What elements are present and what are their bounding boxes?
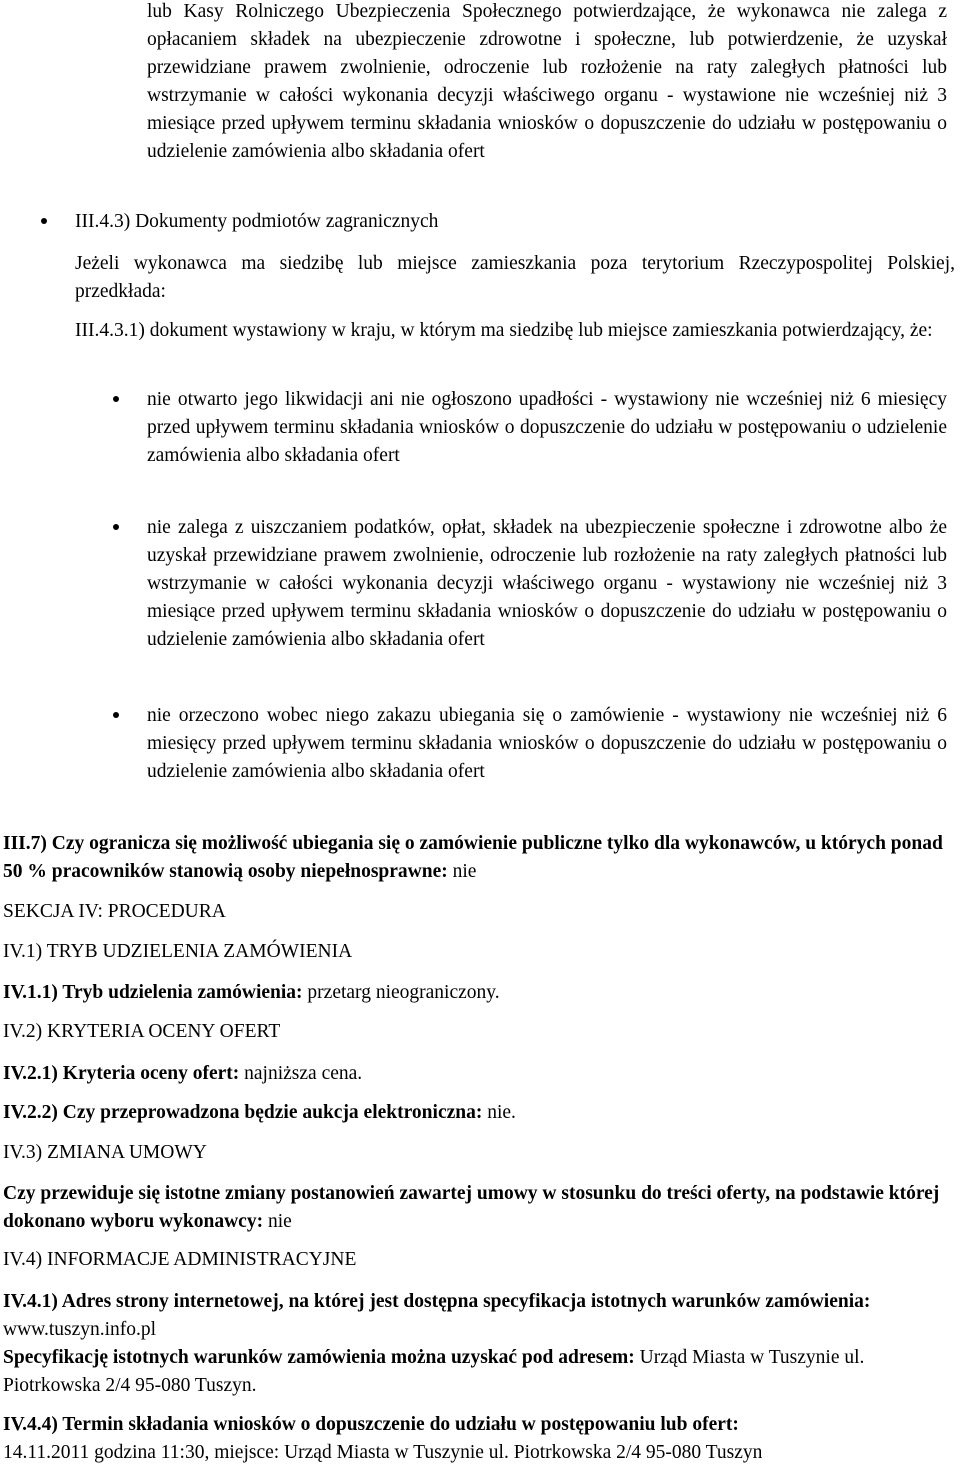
section-heading-iv-4: IV.4) INFORMACJE ADMINISTRACYJNE [3,1249,357,1270]
section-heading-iv-3: IV.3) ZMIANA UMOWY [3,1142,207,1163]
question-label: III.7) Czy ogranicza się możliwość ubiegania się o zamówienie publiczne tylko dla wykonawców, u których ponad 50 % pracowników stanowią osoby niepełnosprawne: [3,833,943,882]
field-iv-1-1 [3,979,953,1007]
bullet-marker [41,218,47,224]
bullet-marker [113,524,119,530]
field-label: IV.1.1) Tryb udzielenia zamówienia: [3,982,303,1003]
field-value: Urząd Miasta w Tuszynie ul. Piotrkowska 2/4 95-080 Tuszyn. [3,1347,865,1396]
field-iv-2-1 [3,1060,953,1088]
question-iii-7 [3,830,953,886]
field-label: IV.2.2) Czy przeprowadzona będzie aukcja elektroniczna: [3,1102,483,1123]
section-heading-iii-4-3: III.4.3) Dokumenty podmiotów zagranicznych [75,211,439,232]
field-value: nie. [482,1102,516,1123]
question-iv-3 [3,1180,958,1236]
field-iv-2-2 [3,1099,953,1127]
continuation-paragraph: lub Kasy Rolniczego Ubezpieczenia Społecznego potwierdzające, że wykonawca nie zalega z opłacaniem składek na ubezpieczenie zdrowotne i społeczne, lub potwierdzenie, że uzyskał przewidziane prawem zwolnienie, odroczenie lub rozłożenie na raty zaległych płatności lub wstrzymanie w całości wykonania decyzji właściwego organu - wystawione nie wcześniej niż 3 miesiące przed upływem terminu składania wniosków o dopuszczenie do udziału w postępowaniu o udzielenie zamówienia albo składania ofert [147,1,947,162]
field-iv-4-4 [3,1411,958,1467]
field-value: przetarg nieograniczony. [302,982,500,1003]
question-answer: nie [447,861,477,882]
field-label: Specyfikację istotnych warunków zamówienia można uzyskać pod adresem: [3,1347,635,1368]
section-heading-iv-2: IV.2) KRYTERIA OCENY OFERT [3,1021,281,1042]
field-value: 14.11.2011 godzina 11:30, miejsce: Urząd Miasta w Tuszynie ul. Piotrkowska 2/4 95-080 Tuszyn [3,1442,763,1463]
field-label: IV.4.4) Termin składania wniosków o dopuszczenie do udziału w postępowaniu lub ofert: [3,1414,739,1435]
field-siwz-address [3,1344,958,1400]
field-value: najniższa cena. [239,1063,363,1084]
section-heading-iv-1: IV.1) TRYB UDZIELENIA ZAMÓWIENIA [3,941,353,962]
bullet-marker [113,396,119,402]
field-label: IV.2.1) Kryteria oceny ofert: [3,1063,240,1084]
foreign-sub-paragraph: III.4.3.1) dokument wystawiony w kraju, w którym ma siedzibę lub miejsce zamieszkania potwierdzający, że: [75,320,933,341]
question-label: Czy przewiduje się istotne zmiany postanowień zawartej umowy w stosunku do treści oferty, na podstawie której dokonano wyboru wykonawcy: [3,1183,940,1232]
foreign-intro-paragraph: Jeżeli wykonawca ma siedzibę lub miejsce zamieszkania poza terytorium Rzeczypospolitej Polskiej, przedkłada: [75,253,955,302]
field-label: IV.4.1) Adres strony internetowej, na której jest dostępna specyfikacja istotnych warunków zamówienia: [3,1291,871,1312]
field-iv-4-1 [3,1288,953,1344]
field-value: www.tuszyn.info.pl [3,1319,157,1340]
section-title: SEKCJA IV: PROCEDURA [3,901,226,922]
question-answer: nie [263,1211,292,1232]
list-item: nie zalega z uiszczaniem podatków, opłat, składek na ubezpieczenie społeczne i zdrowotne albo że uzyskał przewidziane prawem zwolnienie, odroczenie lub rozłożenie na raty zaległych płatności lub wstrzymanie w całości wykonania decyzji właściwego organu - wystawiony nie wcześniej niż 3 miesiące przed upływem terminu składania wniosków o dopuszczenie do udziału w postępowaniu o udzielenie zamówienia albo składania ofert [147,517,947,650]
list-item: nie otwarto jego likwidacji ani nie ogłoszono upadłości - wystawiony nie wcześniej niż 6 miesięcy przed upływem terminu składania wniosków o dopuszczenie do udziału w postępowaniu o udzielenie zamówienia albo składania ofert [147,389,947,466]
bullet-marker [113,712,119,718]
list-item: nie orzeczono wobec niego zakazu ubiegania się o zamówienie - wystawiony nie wcześniej niż 6 miesięcy przed upływem terminu składania wniosków o dopuszczenie do udziału w postępowaniu o udzielenie zamówienia albo składania ofert [147,705,947,782]
